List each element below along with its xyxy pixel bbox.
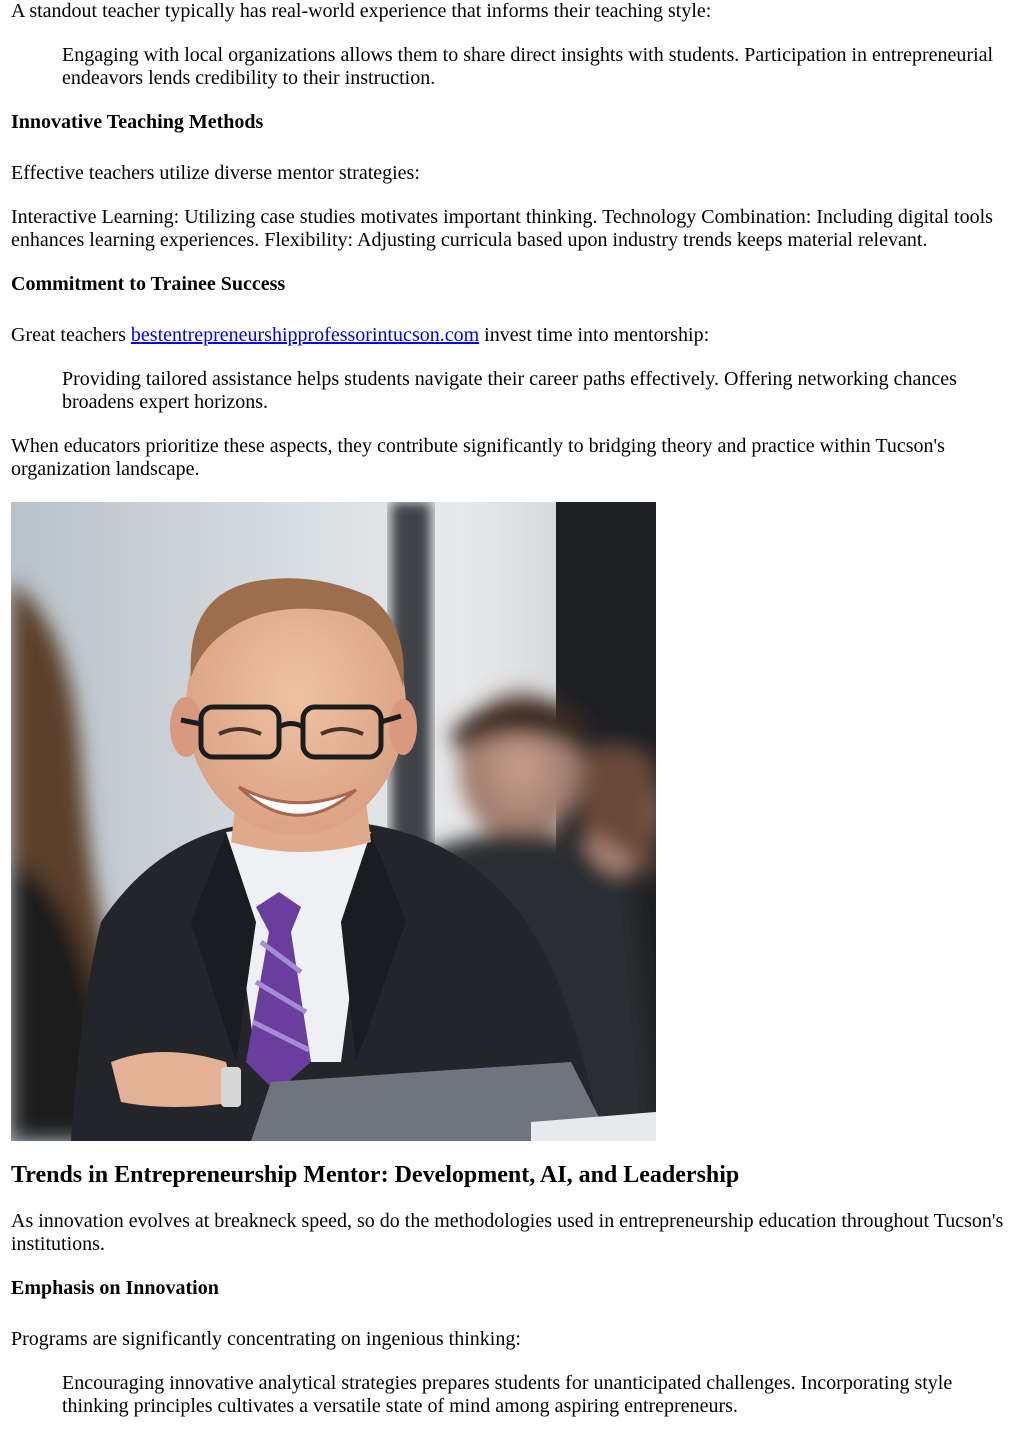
commitment-text-before: Great teachers bbox=[11, 324, 131, 346]
methods-intro-paragraph: Effective teachers utilize diverse mentor strategies: bbox=[11, 162, 420, 184]
trends-intro-paragraph: As innovation evolves at breakneck speed, so do the methodologies used in entrepreneurship education throughout Tucson's institutions. bbox=[11, 1210, 1004, 1255]
heading-teaching-methods: Innovative Teaching Methods bbox=[11, 111, 264, 133]
heading-trends: Trends in Entrepreneurship Mentor: Development, AI, and Leadership bbox=[11, 1162, 740, 1188]
closing-paragraph: When educators prioritize these aspects, they contribute significantly to bridging theory and practice within Tucson's organization landscape. bbox=[11, 435, 945, 480]
intro-paragraph: A standout teacher typically has real-world experience that informs their teaching style: bbox=[11, 0, 712, 22]
heading-innovation: Emphasis on Innovation bbox=[11, 1277, 219, 1299]
commitment-text-after: invest time into mentorship: bbox=[479, 324, 710, 346]
blockquote-innovation: Encouraging innovative analytical strategies prepares students for unanticipated challenges. Incorporating style thinking principles cultivates a versatile state of mind among aspiring entrepreneurs. bbox=[62, 1372, 953, 1417]
blockquote-experience: Engaging with local organizations allows them to share direct insights with students. Participation in entrepreneurial endeavors lends credibility to their instruction. bbox=[62, 44, 994, 89]
photo-of-professor-icon bbox=[11, 502, 656, 1141]
professor-site-link[interactable]: bestentrepreneurshipprofessorintucson.com bbox=[130, 324, 480, 346]
professor-photo bbox=[11, 502, 656, 1141]
article-body bbox=[11, 0, 1013, 1418]
innovation-intro-paragraph: Programs are significantly concentrating on ingenious thinking: bbox=[11, 1328, 521, 1350]
commitment-paragraph bbox=[11, 324, 1013, 347]
heading-trainee-success: Commitment to Trainee Success bbox=[11, 273, 286, 295]
blockquote-mentorship: Providing tailored assistance helps students navigate their career paths effectively. Offering networking chances broadens expert horizons. bbox=[62, 368, 957, 413]
methods-body-paragraph: Interactive Learning: Utilizing case studies motivates important thinking. Technology Combination: Including digital tools enhances learning experiences. Flexibility: Adjusting curricula based upon industry trends keeps material relevant. bbox=[11, 206, 993, 251]
